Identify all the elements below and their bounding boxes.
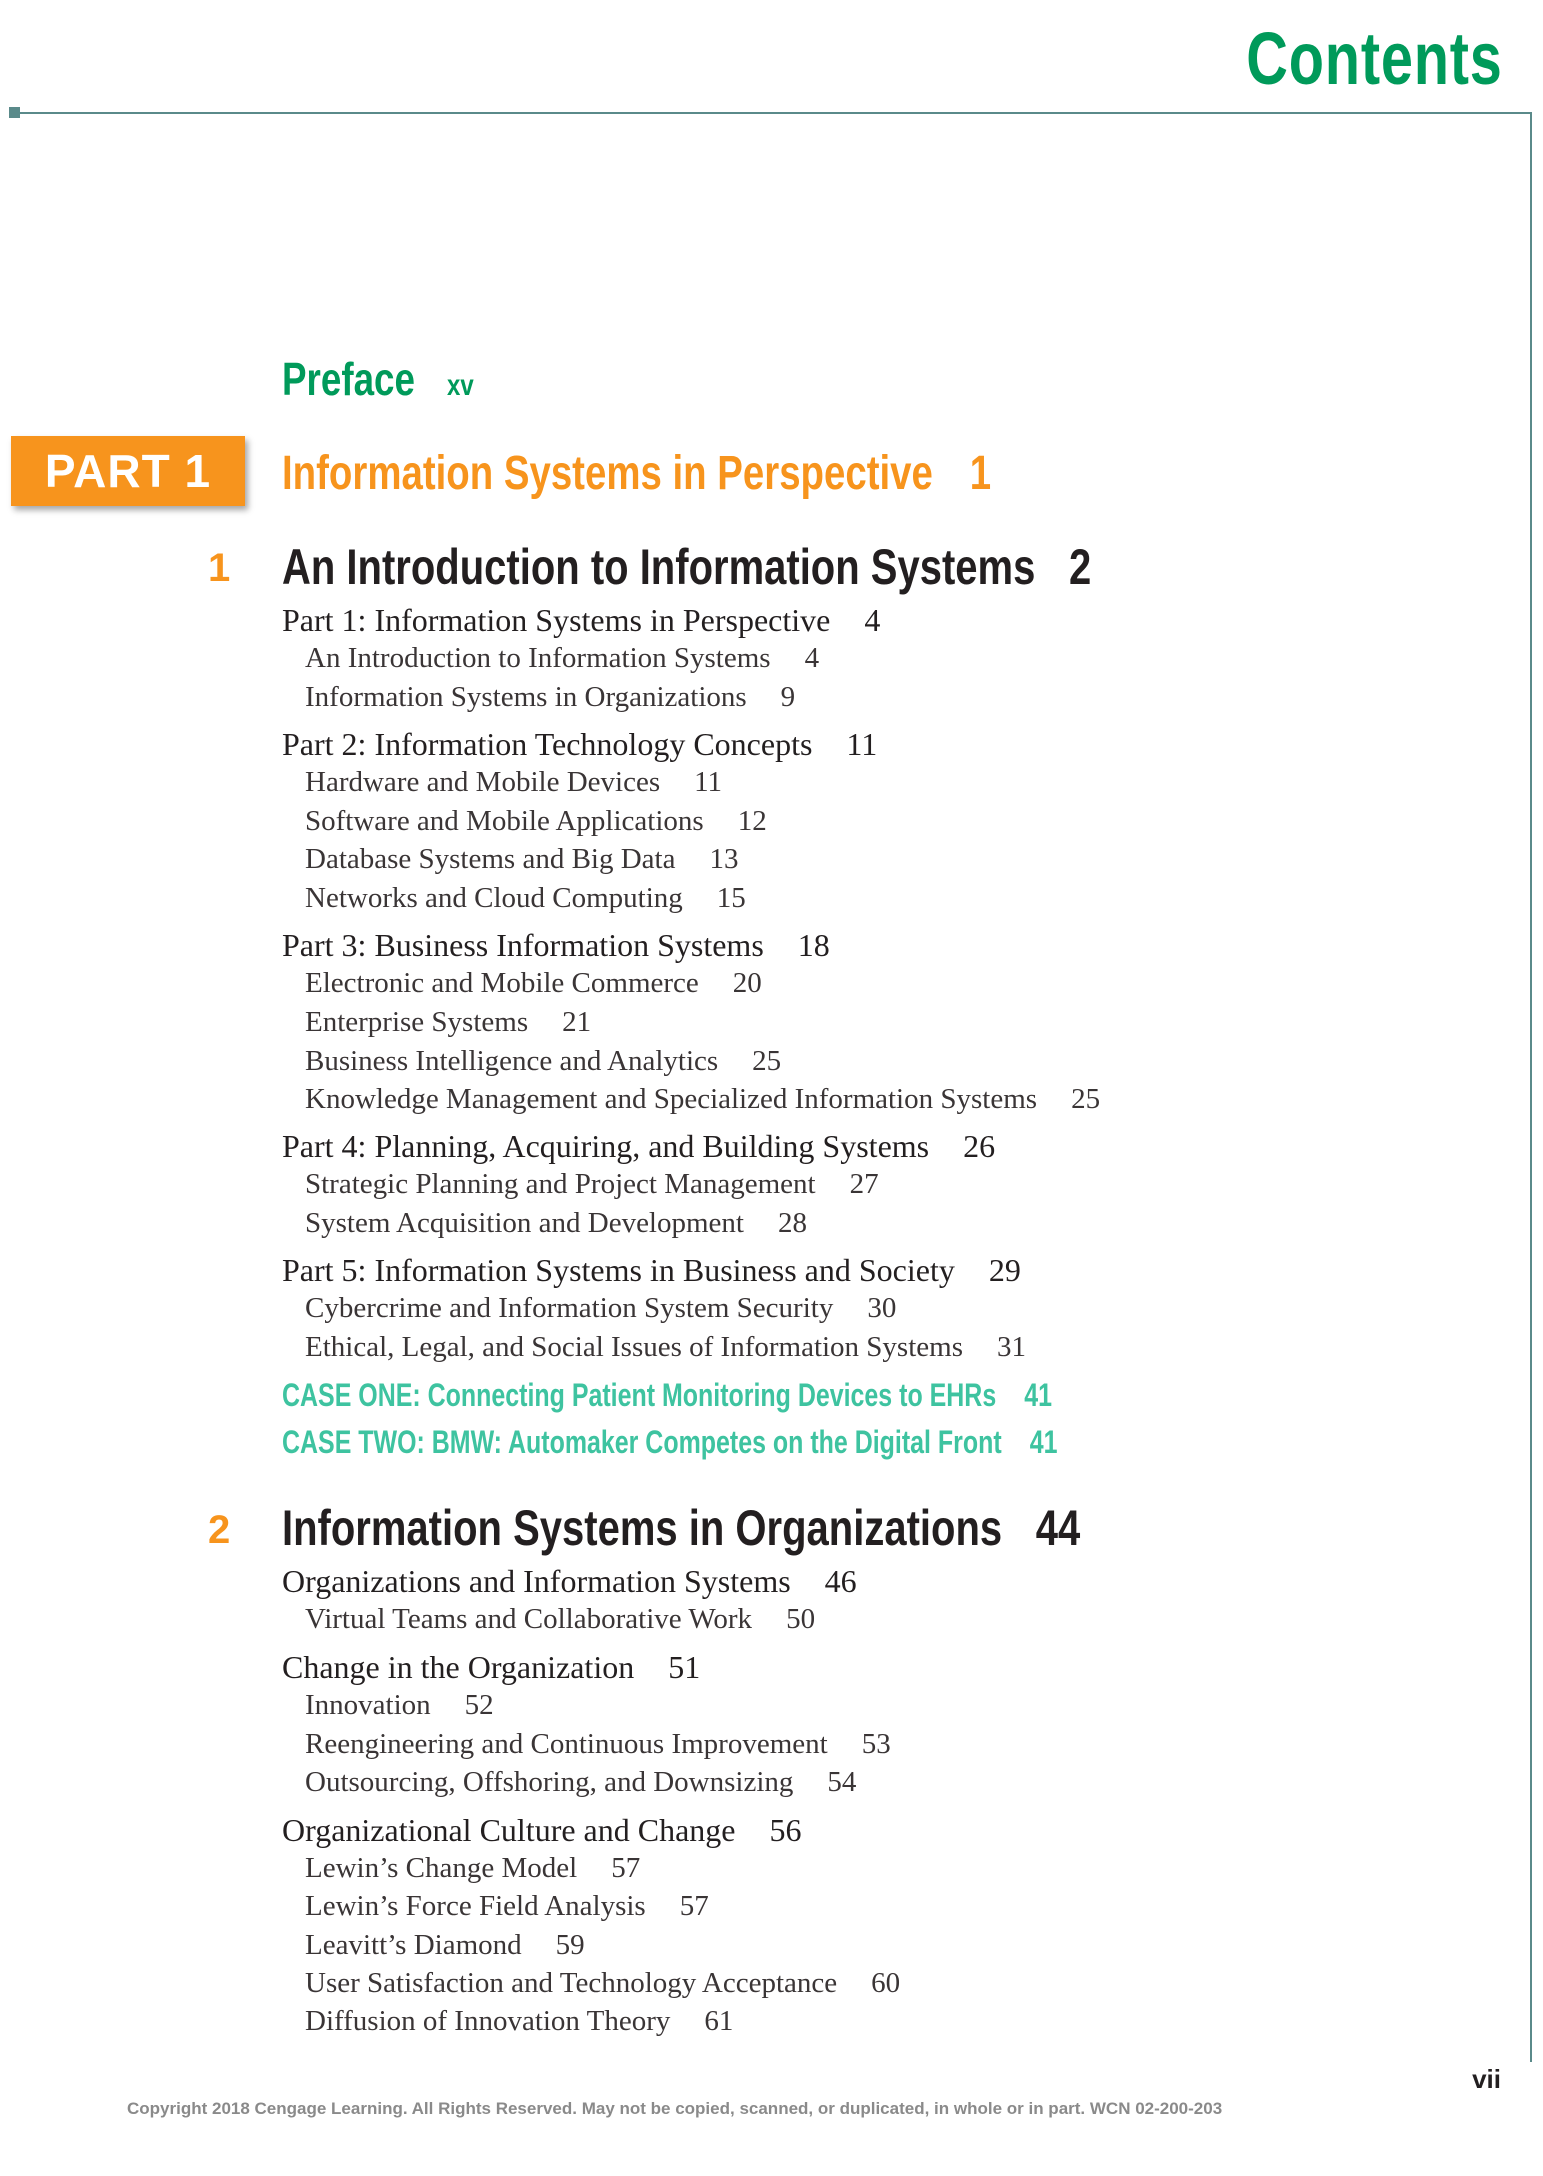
- subsection-label: Knowledge Management and Specialized Information Systems: [305, 1083, 1038, 1115]
- subsection-label: System Acquisition and Development: [305, 1207, 744, 1239]
- section-label: Part 3: Business Information Systems: [282, 927, 764, 963]
- subsection-page: 4: [804, 642, 820, 674]
- toc-section[interactable]: [282, 1814, 802, 1846]
- part-title-entry[interactable]: [282, 446, 991, 501]
- chapter-title-entry[interactable]: [282, 538, 1091, 596]
- case-page: 41: [1029, 1424, 1058, 1460]
- subsection-label: User Satisfaction and Technology Acceptance: [305, 1967, 838, 1999]
- case-page: 41: [1024, 1377, 1053, 1413]
- toc-subsection[interactable]: [305, 768, 722, 797]
- toc-subsection[interactable]: [305, 1605, 815, 1634]
- toc-section[interactable]: [282, 1254, 1021, 1286]
- toc-section[interactable]: [282, 728, 877, 760]
- subsection-label: Hardware and Mobile Devices: [305, 766, 661, 798]
- toc-subsection[interactable]: [305, 1008, 591, 1037]
- section-page: 51: [668, 1649, 701, 1685]
- section-label: Part 2: Information Technology Concepts: [282, 726, 813, 762]
- toc-subsection[interactable]: [305, 1931, 585, 1960]
- case-label: CASE ONE: Connecting Patient Monitoring Devices to EHRs: [282, 1377, 997, 1413]
- subsection-page: 60: [871, 1967, 901, 1999]
- section-label: Organizations and Information Systems: [282, 1563, 791, 1599]
- chapter-title: Information Systems in Organizations: [282, 1500, 1003, 1556]
- subsection-label: Reengineering and Continuous Improvement: [305, 1728, 828, 1760]
- subsection-page: 54: [827, 1766, 857, 1798]
- toc-subsection[interactable]: [305, 1047, 781, 1076]
- toc-subsection[interactable]: [305, 1892, 709, 1921]
- page-title: Contents: [1246, 17, 1503, 100]
- chapter-number: 2: [208, 1508, 231, 1552]
- subsection-label: Lewin’s Force Field Analysis: [305, 1890, 646, 1922]
- toc-subsection[interactable]: [305, 884, 746, 913]
- section-page: 46: [824, 1563, 857, 1599]
- preface-label: Preface: [282, 353, 415, 405]
- section-page: 29: [988, 1252, 1021, 1288]
- case-study-entry[interactable]: [282, 1424, 1058, 1461]
- toc-section[interactable]: [282, 1130, 995, 1162]
- toc-subsection[interactable]: [305, 845, 738, 874]
- subsection-label: Lewin’s Change Model: [305, 1852, 578, 1884]
- subsection-label: Innovation: [305, 1689, 431, 1721]
- subsection-label: An Introduction to Information Systems: [305, 642, 771, 674]
- subsection-page: 61: [704, 2005, 734, 2037]
- toc-subsection[interactable]: [305, 683, 795, 712]
- subsection-label: Information Systems in Organizations: [305, 681, 747, 713]
- case-label: CASE TWO: BMW: Automaker Competes on the Digital Front: [282, 1424, 1002, 1460]
- subsection-page: 31: [997, 1331, 1026, 1363]
- subsection-label: Business Intelligence and Analytics: [305, 1045, 719, 1077]
- part-title: Information Systems in Perspective: [282, 447, 933, 500]
- case-study-entry[interactable]: [282, 1377, 1052, 1414]
- chapter-title: An Introduction to Information Systems: [282, 539, 1036, 595]
- copyright-notice: Copyright 2018 Cengage Learning. All Rights Reserved. May not be copied, scanned, or duplicated, in whole or in part. WCN 02-200-203: [127, 2099, 1223, 2118]
- section-label: Change in the Organization: [282, 1649, 635, 1685]
- section-label: Organizational Culture and Change: [282, 1812, 736, 1848]
- subsection-page: 57: [679, 1890, 709, 1922]
- preface-page: xv: [446, 369, 474, 402]
- toc-subsection[interactable]: [305, 1768, 856, 1797]
- subsection-page: 25: [752, 1045, 782, 1077]
- subsection-page: 25: [1071, 1083, 1101, 1115]
- subsection-page: 59: [555, 1929, 585, 1961]
- subsection-page: 9: [780, 681, 796, 713]
- chapter-number: 1: [208, 546, 231, 590]
- toc-section[interactable]: [282, 1651, 700, 1683]
- section-page: 56: [769, 1812, 802, 1848]
- subsection-label: Networks and Cloud Computing: [305, 882, 683, 914]
- subsection-label: Cybercrime and Information System Security: [305, 1292, 834, 1324]
- right-margin-rule: [1530, 112, 1532, 2062]
- subsection-label: Electronic and Mobile Commerce: [305, 967, 699, 999]
- subsection-page: 15: [716, 882, 746, 914]
- subsection-page: 20: [732, 967, 762, 999]
- subsection-page: 12: [737, 805, 767, 837]
- toc-section[interactable]: [282, 929, 830, 961]
- part-page: 1: [969, 447, 992, 500]
- header-rule: [10, 112, 1532, 114]
- subsection-page: 57: [611, 1852, 641, 1884]
- subsection-label: Software and Mobile Applications: [305, 805, 704, 837]
- toc-subsection[interactable]: [305, 969, 762, 998]
- section-page: 11: [846, 726, 878, 762]
- section-label: Part 1: Information Systems in Perspective: [282, 602, 831, 638]
- subsection-page: 53: [861, 1728, 891, 1760]
- toc-section[interactable]: [282, 1565, 857, 1597]
- subsection-page: 11: [694, 766, 723, 798]
- toc-subsection[interactable]: [305, 644, 819, 673]
- toc-subsection[interactable]: [305, 1730, 891, 1759]
- preface-entry[interactable]: [282, 352, 474, 406]
- toc-section[interactable]: [282, 604, 880, 636]
- subsection-label: Virtual Teams and Collaborative Work: [305, 1603, 753, 1635]
- page-number: vii: [1472, 2064, 1501, 2094]
- toc-subsection[interactable]: [305, 1085, 1100, 1114]
- subsection-label: Ethical, Legal, and Social Issues of Information Systems: [305, 1331, 963, 1363]
- toc-subsection[interactable]: [305, 1854, 640, 1883]
- subsection-page: 21: [562, 1006, 592, 1038]
- subsection-page: 28: [777, 1207, 807, 1239]
- subsection-page: 52: [464, 1689, 494, 1721]
- subsection-page: 13: [709, 843, 739, 875]
- toc-subsection[interactable]: [305, 1209, 807, 1238]
- subsection-page: 50: [786, 1603, 816, 1635]
- toc-subsection[interactable]: [305, 807, 767, 836]
- subsection-label: Enterprise Systems: [305, 1006, 529, 1038]
- section-label: Part 4: Planning, Acquiring, and Building Systems: [282, 1128, 930, 1164]
- part-badge: PART 1: [11, 436, 245, 506]
- toc-subsection[interactable]: [305, 1294, 896, 1323]
- subsection-label: Database Systems and Big Data: [305, 843, 676, 875]
- section-page: 26: [963, 1128, 996, 1164]
- toc-subsection[interactable]: [305, 2007, 733, 2036]
- toc-subsection[interactable]: [305, 1969, 900, 1998]
- subsection-page: 27: [849, 1168, 879, 1200]
- subsection-label: Strategic Planning and Project Management: [305, 1168, 816, 1200]
- chapter-page: 44: [1035, 1500, 1081, 1556]
- section-page: 4: [864, 602, 881, 638]
- subsection-page: 30: [867, 1292, 897, 1324]
- chapter-page: 2: [1068, 539, 1092, 595]
- subsection-label: Leavitt’s Diamond: [305, 1929, 522, 1961]
- toc-subsection[interactable]: [305, 1333, 1026, 1362]
- toc-subsection[interactable]: [305, 1170, 879, 1199]
- subsection-label: Outsourcing, Offshoring, and Downsizing: [305, 1766, 794, 1798]
- section-label: Part 5: Information Systems in Business and Society: [282, 1252, 955, 1288]
- chapter-title-entry[interactable]: [282, 1499, 1080, 1557]
- toc-subsection[interactable]: [305, 1691, 494, 1720]
- subsection-label: Diffusion of Innovation Theory: [305, 2005, 671, 2037]
- section-page: 18: [797, 927, 830, 963]
